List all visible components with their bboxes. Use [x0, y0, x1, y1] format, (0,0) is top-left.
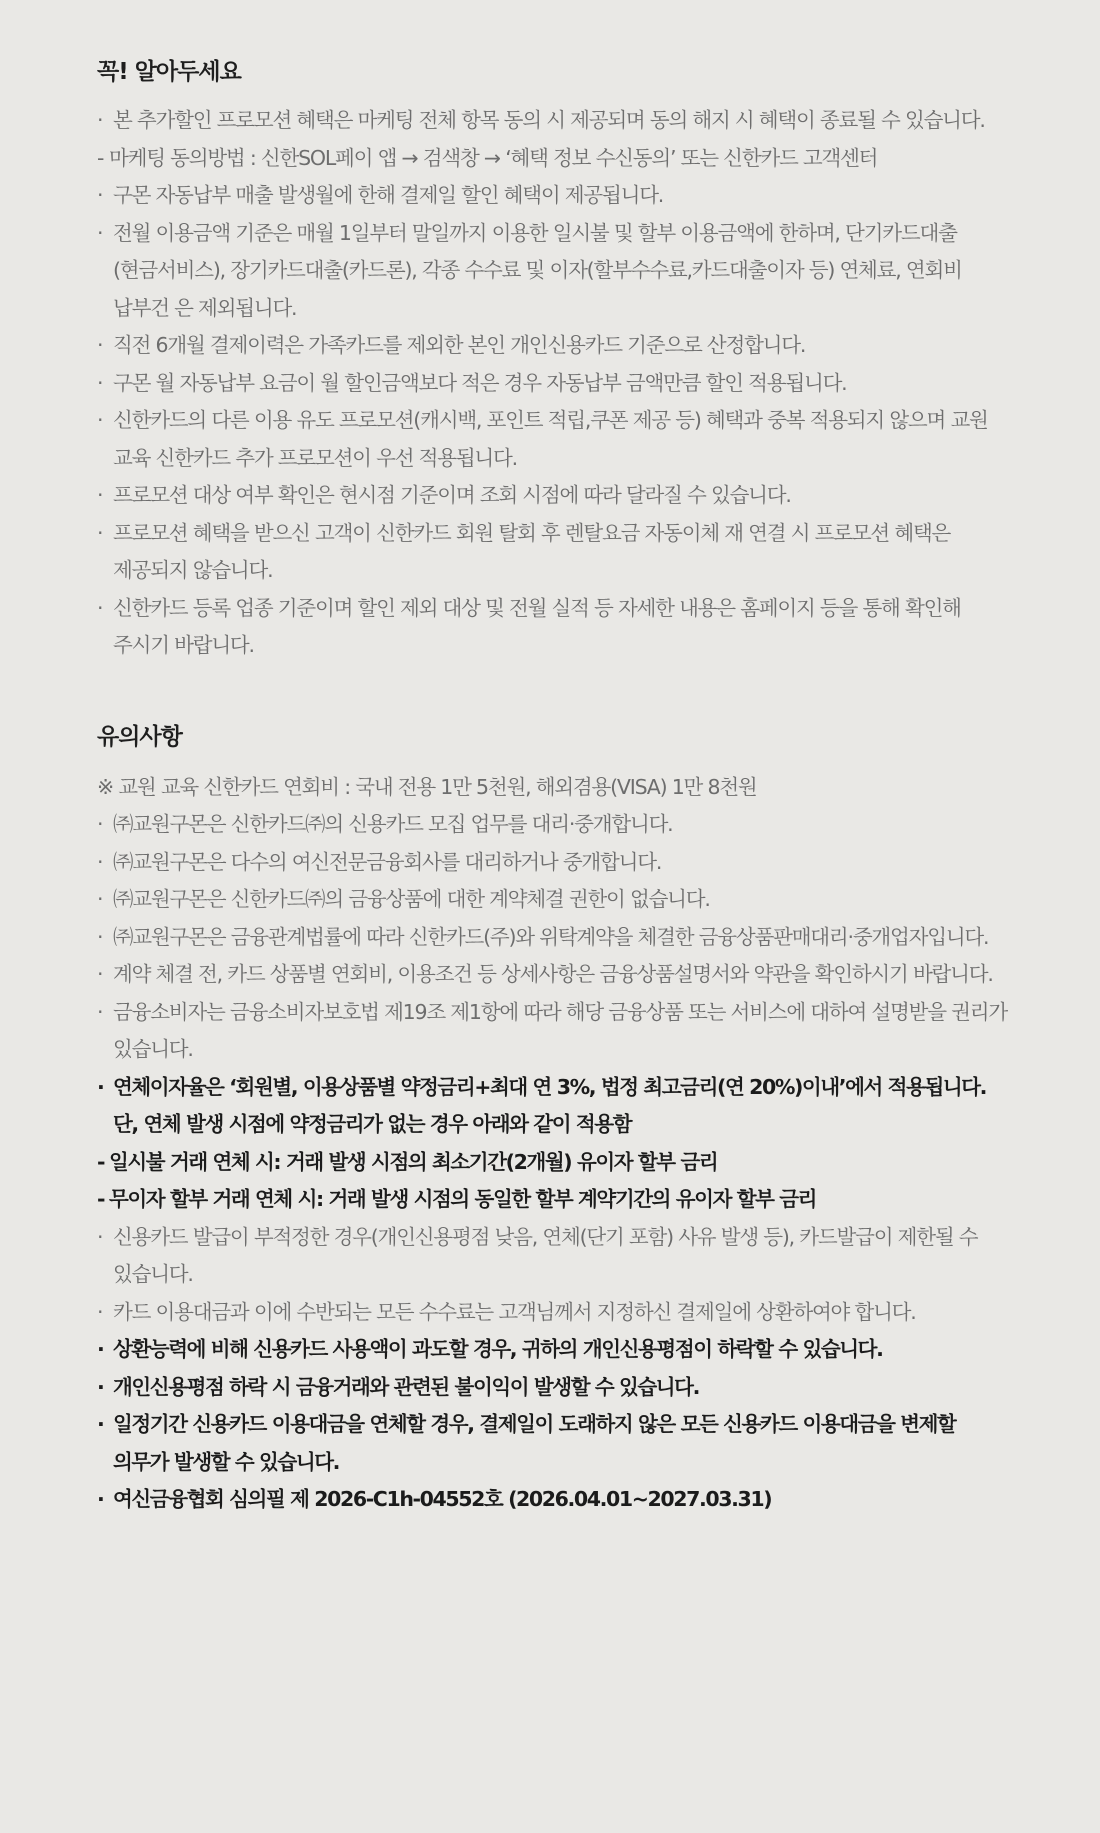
- list-item: [97, 919, 1010, 957]
- bullet: ·: [97, 1224, 103, 1249]
- list-item-strong: [97, 1369, 1010, 1407]
- bullet: ·: [97, 333, 103, 357]
- item-text: 계약 체결 전, 카드 상품별 연회비, 이용조건 등 상세사항은 금융상품설명서와 약관을 확인하시기 바랍니다.: [113, 962, 993, 986]
- bullet: ·: [97, 595, 103, 620]
- bullet: ·: [97, 408, 103, 432]
- item-text: 상환능력에 비해 신용카드 사용액이 과도할 경우, 귀하의 개인신용평점이 하락할 수 있습니다.: [113, 1337, 883, 1361]
- must-know-list: [97, 102, 1010, 665]
- bullet: ·: [97, 483, 103, 507]
- bullet: ·: [97, 1337, 104, 1361]
- list-item: [97, 844, 1010, 882]
- bullet: -: [97, 1149, 105, 1174]
- item-text: 금융소비자는 금융소비자보호법 제19조 제1항에 따라 해당 금융상품 또는 서비스에 대하여 설명받을 권리가 있습니다.: [113, 999, 1007, 1061]
- item-text: 신한카드의 다른 이용 유도 프로모션(캐시백, 포인트 적립,쿠폰 제공 등) 혜택과 중복 적용되지 않으며 교원 교육 신한카드 추가 프로모션이 우선 적용됩니다.: [113, 408, 988, 470]
- item-text: 신용카드 발급이 부적정한 경우(개인신용평점 낮음, 연체(단기 포함) 사유 발생 등), 카드발급이 제한될 수 있습니다.: [113, 1224, 978, 1286]
- bullet: ·: [97, 183, 103, 207]
- list-item: [97, 327, 1010, 365]
- bullet: -: [97, 1187, 105, 1211]
- bullet: ·: [97, 1074, 104, 1099]
- annual-fee-note: [97, 769, 1010, 807]
- bullet: ·: [97, 520, 103, 545]
- bullet: ·: [97, 1412, 104, 1436]
- caution-section: [97, 717, 1010, 1519]
- list-item: [97, 956, 1010, 994]
- bullet: ·: [97, 220, 103, 245]
- item-text: 카드 이용대금과 이에 수반되는 모든 수수료는 고객님께서 지정하신 결제일에 상환하여야 합니다.: [113, 1299, 916, 1324]
- bullet: ·: [97, 370, 103, 395]
- list-item: [97, 365, 1010, 403]
- list-item: [97, 1219, 1010, 1294]
- bullet: ·: [97, 924, 103, 949]
- bullet: ·: [97, 1299, 103, 1324]
- item-text: ㈜교원구몬은 신한카드㈜의 금융상품에 대한 계약체결 권한이 없습니다.: [113, 887, 710, 911]
- list-item: [97, 994, 1010, 1069]
- list-item-strong: [97, 1144, 1010, 1182]
- item-text: 직전 6개월 결제이력은 가족카드를 제외한 본인 개인신용카드 기준으로 산정합니다.: [113, 333, 806, 357]
- item-text: 무이자 할부 거래 연체 시: 거래 발생 시점의 동일한 할부 계약기간의 유이자 할부 금리: [109, 1187, 817, 1211]
- bullet: ·: [97, 108, 103, 132]
- item-text: ※ 교원 교육 신한카드 연회비 : 국내 전용 1만 5천원, 해외겸용(VISA) 1만 8천원: [97, 774, 757, 799]
- list-item: [97, 1294, 1010, 1332]
- list-item-strong: [97, 1406, 1010, 1481]
- bullet: -: [97, 145, 104, 170]
- item-text: ㈜교원구몬은 신한카드㈜의 신용카드 모집 업무를 대리·중개합니다.: [113, 812, 673, 836]
- item-text: 일정기간 신용카드 이용대금을 연체할 경우, 결제일이 도래하지 않은 모든 신용카드 이용대금을 변제할 의무가 발생할 수 있습니다.: [113, 1412, 956, 1474]
- bullet: ·: [97, 999, 103, 1024]
- list-item: [97, 140, 1010, 178]
- list-item-strong: [97, 1181, 1010, 1219]
- item-text: 여신금융협회 심의필 제 2026-C1h-04552호 (2026.04.01~2027.03.31): [113, 1487, 772, 1511]
- must-know-title: 꼭! 알아두세요: [97, 59, 241, 85]
- item-text: 구몬 자동납부 매출 발생월에 한해 결제일 할인 혜택이 제공됩니다.: [113, 183, 664, 207]
- list-item: [97, 590, 1010, 665]
- item-text: 개인신용평점 하락 시 금융거래와 관련된 불이익이 발생할 수 있습니다.: [113, 1374, 699, 1399]
- list-item-strong: [97, 1069, 1010, 1144]
- list-item: [97, 402, 1010, 477]
- list-item: [97, 881, 1010, 919]
- bullet: ·: [97, 887, 103, 911]
- item-text: 신한카드 등록 업종 기준이며 할인 제외 대상 및 전월 실적 등 자세한 내용은 홈페이지 등을 통해 확인해 주시기 바랍니다.: [113, 595, 961, 657]
- bullet: ·: [97, 962, 103, 986]
- caution-list: [97, 769, 1010, 1519]
- item-text: 구몬 월 자동납부 요금이 월 할인금액보다 적은 경우 자동납부 금액만큼 할인 적용됩니다.: [113, 370, 847, 395]
- caution-title: 유의사항: [97, 723, 182, 750]
- list-item: [97, 102, 1010, 140]
- item-text: 프로모션 대상 여부 확인은 현시점 기준이며 조회 시점에 따라 달라질 수 있습니다.: [113, 483, 791, 507]
- item-text: ㈜교원구몬은 금융관계법률에 따라 신한카드(주)와 위탁계약을 체결한 금융상품판매대리·중개업자입니다.: [113, 924, 989, 949]
- list-item-strong: [97, 1331, 1010, 1369]
- item-text: 전월 이용금액 기준은 매월 1일부터 말일까지 이용한 일시불 및 할부 이용금액에 한하며, 단기카드대출(현금서비스), 장기카드대출(카드론), 각종 수수료 및 이자(할부수수료,카드대출이자 등) 연체료, 연회비 납부건 은 제외됩니다.: [113, 220, 962, 320]
- list-item: [97, 477, 1010, 515]
- item-text: 연체이자율은 ‘회원별, 이용상품별 약정금리+최대 연 3%, 법정 최고금리(연 20%)이내’에서 적용됩니다. 단, 연체 발생 시점에 약정금리가 없는 경우 아래와 같이 적용함: [113, 1074, 987, 1136]
- must-know-section: [97, 52, 1010, 665]
- list-item: [97, 215, 1010, 328]
- item-text: ㈜교원구몬은 다수의 여신전문금융회사를 대리하거나 중개합니다.: [113, 849, 662, 874]
- bullet: ·: [97, 812, 103, 836]
- bullet: ·: [97, 1487, 104, 1511]
- list-item: [97, 177, 1010, 215]
- item-text: 일시불 거래 연체 시: 거래 발생 시점의 최소기간(2개월) 유이자 할부 금리: [109, 1149, 718, 1174]
- item-text: 프로모션 혜택을 받으신 고객이 신한카드 회원 탈회 후 렌탈요금 자동이체 재 연결 시 프로모션 혜택은 제공되지 않습니다.: [113, 520, 951, 582]
- bullet: ·: [97, 849, 103, 874]
- approval-number: [97, 1481, 1010, 1519]
- item-text: 마케팅 동의방법 : 신한SOL페이 앱 → 검색창 → ‘혜택 정보 수신동의’ 또는 신한카드 고객센터: [109, 145, 878, 170]
- bullet: ·: [97, 1374, 104, 1399]
- list-item: [97, 515, 1010, 590]
- item-text: 본 추가할인 프로모션 혜택은 마케팅 전체 항목 동의 시 제공되며 동의 해지 시 혜택이 종료될 수 있습니다.: [113, 108, 985, 132]
- list-item: [97, 806, 1010, 844]
